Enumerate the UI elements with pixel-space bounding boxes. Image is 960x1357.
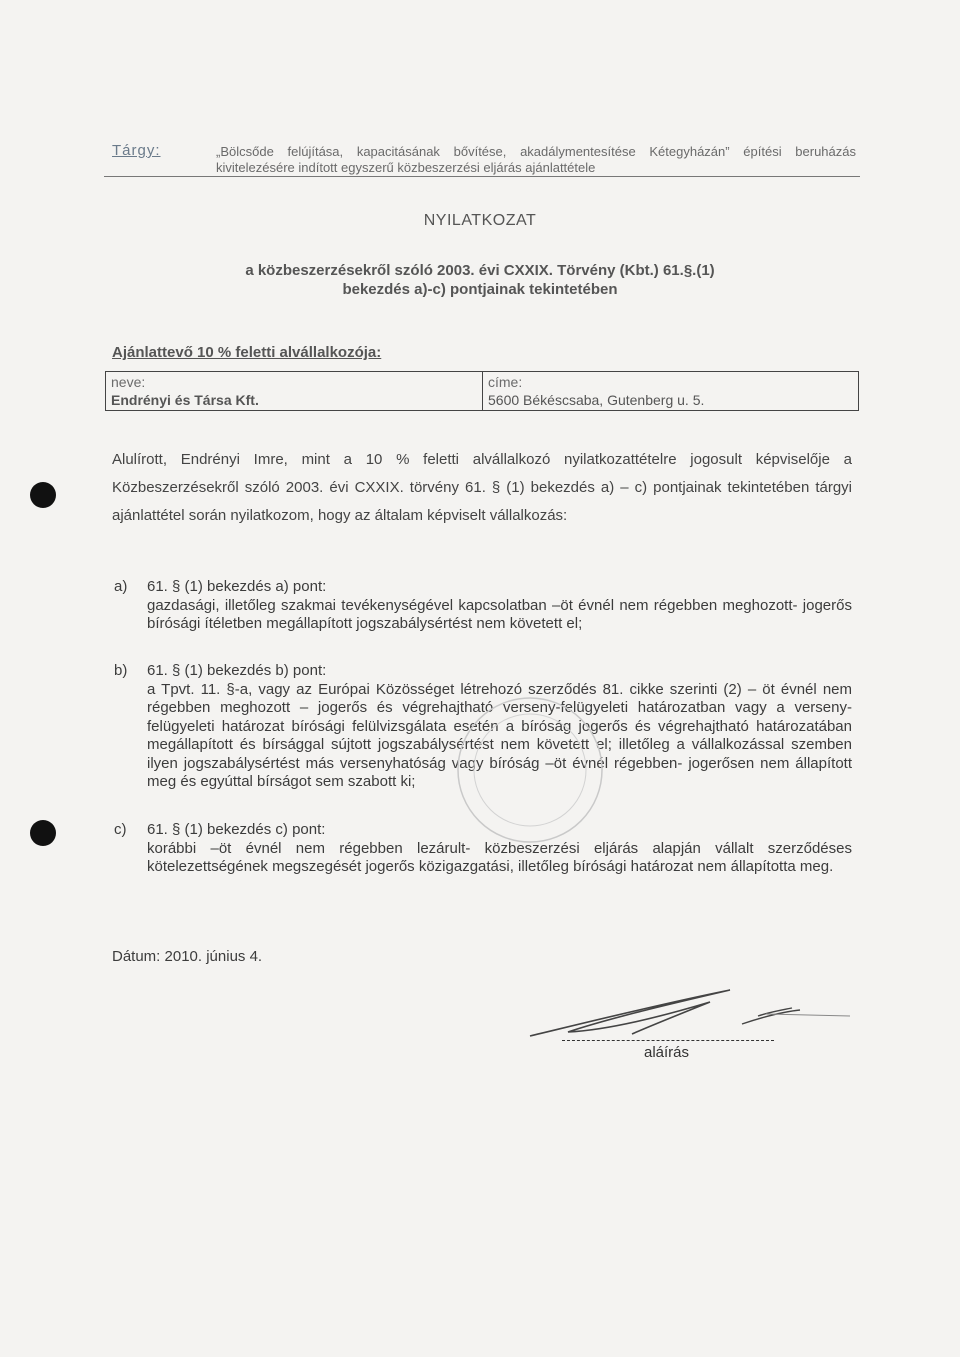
signature-label: aláírás [644,1044,690,1061]
item-c-text: korábbi –öt évnél nem régebben lezárult- közbeszerzési eljárás alapján vállalt szerződéses kötelezettségének megszegését jogerős közigazgatási, illetőleg bírósági határozat nem állapította meg. [147,839,852,875]
name-value: Endrényi és Társa Kft. [111,392,259,408]
document-title: NYILATKOZAT [423,212,537,229]
signature-line [562,1040,774,1041]
item-c-marker: c) [114,821,127,838]
item-b-text: a Tpvt. 11. §-a, vagy az Európai Közösséget létrehozó szerződés 81. cikke szerinti (2) – öt évnél nem régebben meghozott – jogerős és végrehajtható verseny-felügyeleti határozatban vagy a verseny-felügyeleti határozat bírósági felülvizsgálata esetén a bíróság jogerős és végrehajtható határozatában megállapított és bírsággal sújtott jogszabálysértést nem követett el; illetőleg a vállalkozással szemben ilyen jogszabálysértést más versenyhatóság vagy bíróság –öt évnél régebben- jogerősen nem állapított meg és egyúttal bírságot sem szabott ki; [147,680,852,790]
item-c-head: 61. § (1) bekezdés c) pont: [147,821,326,838]
table-divider [482,372,483,410]
punch-hole-top [30,482,56,508]
subcontractor-heading: Ajánlattevő 10 % feletti alvállalkozója: [112,344,382,361]
subcontractor-table [105,371,859,411]
item-a-head: 61. § (1) bekezdés a) pont: [147,578,327,595]
document-subtitle-line2: bekezdés a)-c) pontjainak tekintetében [342,281,618,298]
name-label: neve: [111,374,146,390]
date: Dátum: 2010. június 4. [112,948,263,965]
item-b-head: 61. § (1) bekezdés b) pont: [147,662,327,679]
subject-divider [104,176,860,177]
subject-label: Tárgy: [112,142,161,159]
address-value: 5600 Békéscsaba, Gutenberg u. 5. [488,392,705,408]
address-label: címe: [488,374,523,390]
item-b-marker: b) [114,662,128,679]
item-a-marker: a) [114,578,128,595]
item-a [147,578,852,634]
punch-hole-bottom [30,820,56,846]
signature-scribble [520,984,860,1044]
item-a-text: gazdasági, illetőleg szakmai tevékenységével kapcsolatban –öt évnél nem régebben meghozott- jogerős bírósági ítéletben megállapított jogszabálysértést nem követett el; [147,596,852,632]
intro-paragraph: Alulírott, Endrényi Imre, mint a 10 % feletti alvállalkozó nyilatkozattételre jogosult képviselője a Közbeszerzésekről szóló 2003. évi CXXIX. törvény 61. § (1) bekezdés a) – c) pontjainak tekintetében tárgyi ajánlattétel során nyilatkozom, hogy az általam képviselt vállalkozás: [112,451,852,524]
document-subtitle-line1: a közbeszerzésekről szóló 2003. évi CXXIX. Törvény (Kbt.) 61.§.(1) [245,262,715,279]
subject-text: „Bölcsőde felújítása, kapacitásának bővítése, akadálymentesítése Kétegyházán” építési beruházás kivitelezésére indított egyszerű közbeszerzési eljárás ajánlattétele [216,144,856,175]
faint-stamp [430,690,630,850]
